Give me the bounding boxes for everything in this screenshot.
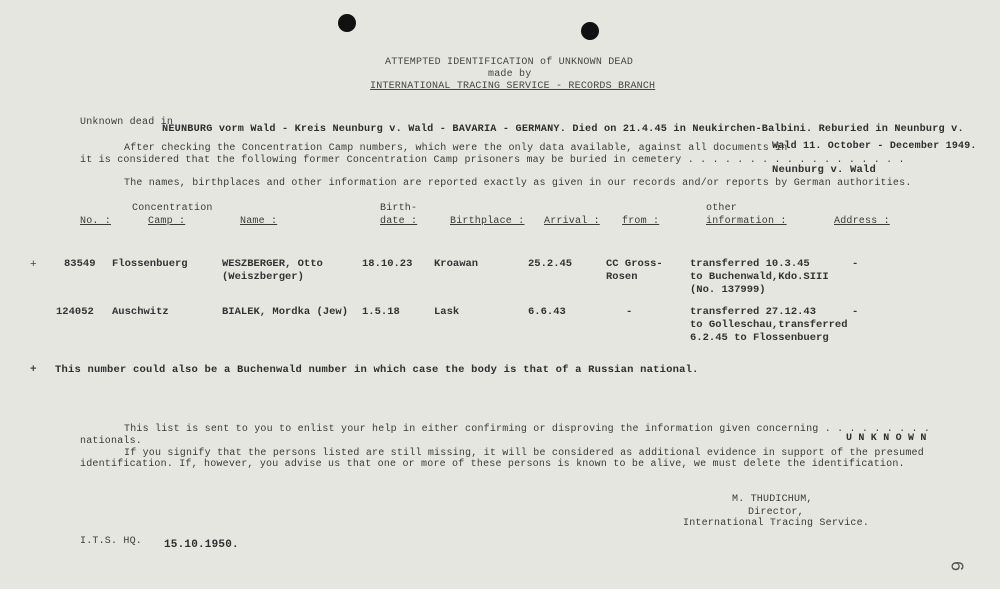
closing-line-1: This list is sent to you to enlist your help in either confirming or disproving the information given concerning . . . . . . . . . — [124, 424, 931, 435]
row-marker: + — [30, 259, 37, 271]
row-info-cont2: 6.2.45 to Flossenbuerg — [690, 332, 829, 344]
row-camp: Auschwitz — [112, 306, 169, 318]
column-camp: Camp : — [148, 216, 186, 227]
row-birthplace: Kroawan — [434, 258, 479, 270]
row-address: - — [852, 306, 859, 318]
row-birthdate: 18.10.23 — [362, 258, 413, 270]
row-name-alt: (Weiszberger) — [222, 271, 304, 283]
header-made-by: made by — [488, 69, 532, 80]
checking-line: After checking the Concentration Camp numbers, which were the only data available, against all documents in — [124, 143, 788, 154]
row-arrival: 25.2.45 — [528, 258, 573, 270]
header-birth-top: Birth- — [380, 203, 418, 214]
footer-date: 15.10.1950. — [164, 539, 239, 551]
row-info-cont: to Buchenwald,Kdo.SIII — [690, 271, 829, 283]
row-name: WESZBERGER, Otto — [222, 258, 323, 270]
header-title: ATTEMPTED IDENTIFICATION of UNKNOWN DEAD — [385, 57, 634, 68]
column-information: information : — [706, 216, 787, 227]
names-note: The names, birthplaces and other information are reported exactly as given in our records and/or reports by German authorities. — [124, 178, 912, 189]
row-from-cont: Rosen — [606, 271, 638, 283]
signatory-org: International Tracing Service. — [683, 518, 870, 529]
column-no: No. : — [80, 216, 112, 227]
row-arrival: 6.6.43 — [528, 306, 566, 318]
row-no: 83549 — [64, 258, 96, 270]
row-from: - — [626, 306, 633, 318]
row-no: 124052 — [56, 306, 94, 318]
row-info-cont: to Golleschau,transferred — [690, 319, 848, 331]
punch-hole-left — [338, 14, 356, 32]
column-name: Name : — [240, 216, 278, 227]
row-birthplace: Lask — [434, 306, 460, 318]
considered-line: it is considered that the following former Concentration Camp prisoners may be buried in cemetery . . . . . . . . . . . . . . . . . . — [80, 155, 905, 166]
column-birthdate: date : — [380, 216, 418, 227]
footer-hq: I.T.S. HQ. — [80, 536, 143, 547]
column-arrival: Arrival : — [544, 216, 600, 227]
location-line: NEUNBURG vorm Wald - Kreis Neunburg v. Wald - BAVARIA - GERMANY. Died on 21.4.45 in Neukirchen-Balbini. Reburied in Neunburg v. — [162, 124, 964, 135]
column-birthplace: Birthplace : — [450, 216, 525, 227]
row-address: - — [852, 258, 859, 270]
header-camp-top: Concentration — [132, 203, 213, 214]
column-from: from : — [622, 216, 660, 227]
signatory-title: Director, — [748, 507, 804, 518]
column-address: Address : — [834, 216, 890, 227]
header-other-top: other — [706, 203, 738, 214]
signatory-name: M. THUDICHUM, — [732, 494, 813, 505]
closing-line-4: identification. If, however, you advise us that one or more of these persons is known to be alive, we must delete the identification. — [80, 459, 905, 470]
row-name: BIALEK, Mordka (Jew) — [222, 306, 349, 318]
row-info-cont2: (No. 137999) — [690, 284, 766, 296]
closing-unknown: U N K N O W N — [846, 433, 927, 444]
closing-nationals: nationals. — [80, 436, 143, 447]
footnote-text: This number could also be a Buchenwald number in which case the body is that of a Russian national. — [55, 364, 699, 376]
documents-date: Wald 11. October - December 1949. — [772, 141, 977, 152]
header-branch: INTERNATIONAL TRACING SERVICE - RECORDS BRANCH — [370, 81, 656, 92]
row-birthdate: 1.5.18 — [362, 306, 400, 318]
row-info: transferred 27.12.43 — [690, 306, 817, 318]
cemetery-name: Neunburg v. Wald — [772, 164, 877, 176]
row-from: CC Gross- — [606, 258, 663, 270]
corner-page-mark: 6 — [945, 560, 966, 572]
row-camp: Flossenbuerg — [112, 258, 188, 270]
punch-hole-right — [581, 22, 599, 40]
unknown-dead-prefix: Unknown dead in — [80, 117, 174, 128]
closing-line-3: If you signify that the persons listed are still missing, it will be considered as additional evidence in support of the presumed — [124, 448, 924, 459]
footnote-marker: + — [30, 364, 37, 376]
row-info: transferred 10.3.45 — [690, 258, 810, 270]
